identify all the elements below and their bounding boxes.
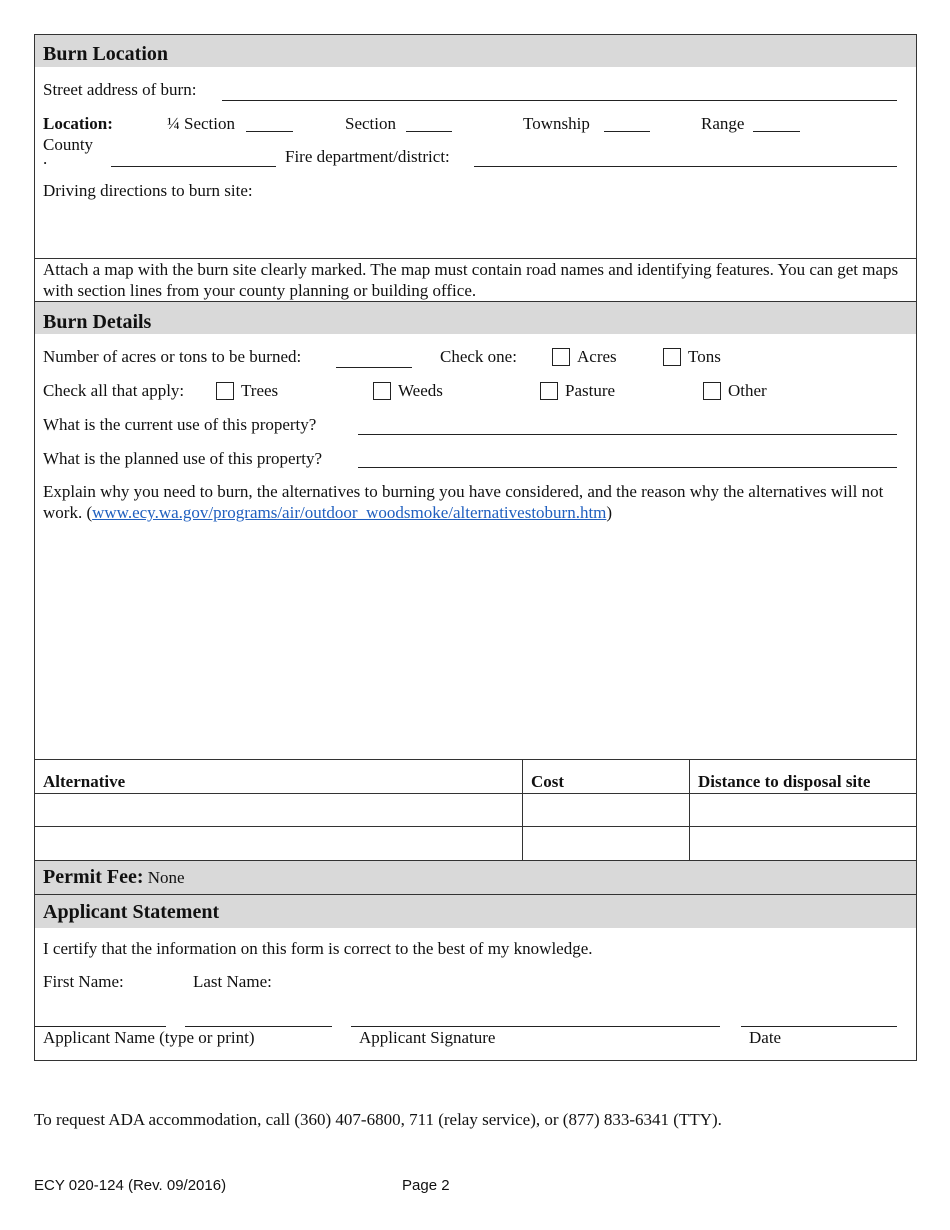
permit-fee-row [43,866,185,889]
last-name-field[interactable] [185,1026,332,1027]
county-label: County [43,135,94,154]
driving-directions-label: Driving directions to burn site: [43,181,253,200]
acres-tons-field[interactable] [336,367,412,368]
burn-details-section [34,301,917,760]
table-col-divider-2 [689,760,690,860]
table-cell-alternative-1[interactable] [36,795,521,825]
township-field[interactable] [604,131,650,132]
explain-paragraph [43,481,909,523]
cost-column-header: Cost [531,772,565,791]
form-id: ECY 020-124 (Rev. 09/2016) [34,1177,227,1194]
tons-option-label: Tons [688,347,721,366]
section-label: Section [345,114,396,133]
range-label: Range [701,114,745,133]
county-field[interactable] [111,166,276,167]
table-cell-cost-1[interactable] [524,795,688,825]
map-note: Attach a map with the burn site clearly marked. The map must contain road names and identifying features. You can get maps with section lines from your county planning or building office. [43,260,899,300]
date-field[interactable] [741,1026,897,1027]
check-one-label: Check one: [440,347,517,366]
range-field[interactable] [753,131,800,132]
county-dot: . [43,149,48,168]
other-option-label: Other [728,381,767,400]
acres-tons-label: Number of acres or tons to be burned: [43,347,302,366]
table-cell-distance-1[interactable] [691,795,915,825]
date-caption: Date [749,1028,782,1047]
fire-department-label: Fire department/district: [285,147,450,166]
explain-text: Explain why you need to burn, the alternatives to burning you have considered, and the reason why the alternatives will not work. ( [43,482,884,522]
burn-details-header [35,302,916,334]
explain-close: ) [606,503,613,522]
distance-column-header: Distance to disposal site [698,772,871,791]
weeds-option-label: Weeds [398,381,443,400]
trees-option-label: Trees [241,381,279,400]
acres-option-label: Acres [577,347,617,366]
ada-note: To request ADA accommodation, call (360) 407-6800, 711 (relay service), or (877) 833-6341 (TTY). [34,1110,722,1129]
alternative-column-header: Alternative [43,772,126,791]
table-row-divider [35,826,916,827]
page-number: Page 2 [402,1177,450,1194]
street-address-field[interactable] [222,100,897,101]
table-cell-cost-2[interactable] [524,828,688,859]
pasture-checkbox[interactable] [540,382,558,400]
township-label: Township [523,114,590,133]
planned-use-field[interactable] [358,467,897,468]
signature-field[interactable] [351,1026,720,1027]
permit-fee-value: None [147,868,185,887]
table-header-divider [35,793,916,794]
burn-location-title: Burn Location [43,43,169,65]
table-col-divider-1 [522,760,523,860]
check-all-label: Check all that apply: [43,381,185,400]
table-cell-distance-2[interactable] [691,828,915,859]
certify-statement: I certify that the information on this form is correct to the best of my knowledge. [43,939,593,958]
permit-fee-label: Permit Fee: [43,866,144,888]
street-address-label: Street address of burn: [43,80,197,99]
quarter-section-label: ¼ Section [167,114,235,133]
weeds-checkbox[interactable] [373,382,391,400]
applicant-title: Applicant Statement [43,901,220,923]
applicant-name-caption: Applicant Name (type or print) [43,1028,255,1047]
quarter-section-field[interactable] [246,131,293,132]
other-checkbox[interactable] [703,382,721,400]
first-name-field[interactable] [35,1026,166,1027]
current-use-label: What is the current use of this property? [43,415,317,434]
location-label: Location: [43,114,113,133]
current-use-field[interactable] [358,434,897,435]
applicant-signature-caption: Applicant Signature [359,1028,496,1047]
last-name-label: Last Name: [193,972,272,991]
section-field[interactable] [406,131,452,132]
burn-details-title: Burn Details [43,311,152,333]
planned-use-label: What is the planned use of this property? [43,449,323,468]
first-name-label: First Name: [43,972,124,991]
trees-checkbox[interactable] [216,382,234,400]
tons-checkbox[interactable] [663,348,681,366]
table-cell-alternative-2[interactable] [36,828,521,859]
pasture-option-label: Pasture [565,381,616,400]
acres-checkbox[interactable] [552,348,570,366]
fire-department-field[interactable] [474,166,897,167]
alternatives-link[interactable]: www.ecy.wa.gov/programs/air/outdoor_woodsmoke/alternativestoburn.htm [92,503,607,522]
